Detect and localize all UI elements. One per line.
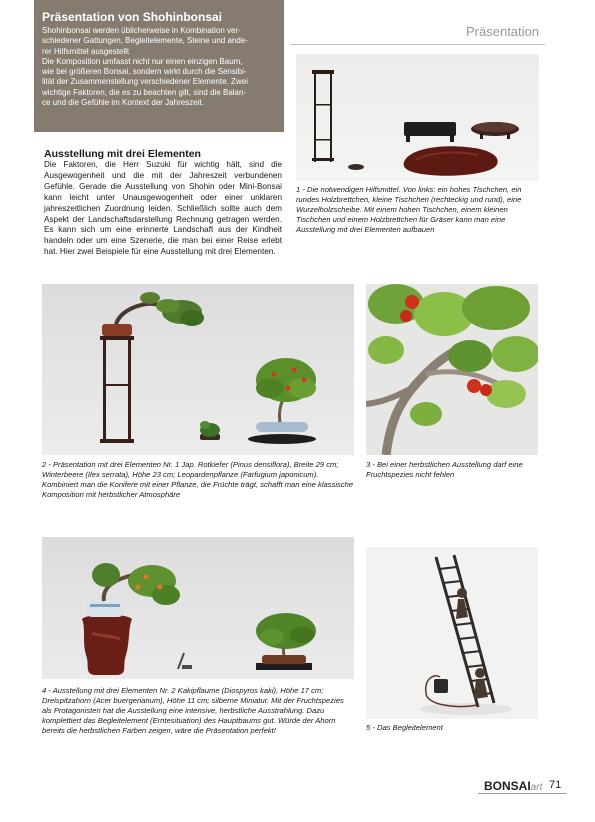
section-header: Präsentation	[466, 24, 539, 39]
caption-1: 1 - Die notwendigen Hilfsmittel. Von links: ein hohes Tischchen, ein rundes Holzbrettchen, kleine Tischchen (rechteckig und rund), eine Wurzelholzscheibe. Mit einem hohen Tischchen, einem kleinen Tischchen und einem Holzbrettchen für Gräser kann man eine Ausstellung mit drei Elementen aufbauen	[296, 185, 522, 235]
photo-composition-2	[42, 537, 354, 679]
photo-composition-1	[42, 284, 354, 455]
caption-2: 2 - Präsentation mit drei Elementen Nr. 1 Jap. Rotkiefer (Pinus densiflora), Breite 29 cm; Winterbeere (Ilex serrata), Höhe 23 cm; Leopardenpflanze (Farfugium japonicum). Kombiniert man die Konifere mit einer Pflanze, die Früchte trägt, schafft man eine klassische Komposition mit herbstlicher Atmosphäre	[42, 460, 354, 500]
caption-4: 4 - Ausstellung mit drei Elementen Nr. 2 Kakipflaume (Diospyros kaki), Höhe 17 cm; Dreispitzahorn (Acer buergerianum), Höhe 11 cm; silberne Miniatur. Mit der Fruchtspezies als Protagonisten hat die Ausstellung eine intensive, herbstliche Ausstrahlung. Dazu komplettiert das Begleitelement (Erntesituation) des Hauptbaums gut. Würde der Ahorn bereits die herbstlichen Farben zeigen, wäre die Präsentation perfekt!	[42, 686, 344, 736]
brand-suffix: art	[530, 782, 543, 793]
caption-5: 5 - Das Begleitelement	[366, 723, 443, 732]
footer-rule	[478, 793, 566, 794]
photo-fruit-closeup	[366, 284, 538, 455]
photo-display-tools	[296, 54, 539, 181]
header-rule	[290, 44, 545, 45]
photo-accessory	[366, 547, 538, 719]
intro-box	[34, 0, 284, 132]
page-number: 71	[549, 779, 562, 791]
magazine-logo	[484, 779, 542, 793]
intro-title: Präsentation von Shohinbonsai	[42, 10, 223, 24]
brand-name: BONSAI	[484, 779, 531, 793]
caption-3: 3 - Bei einer herbstlichen Ausstellung darf eine Fruchtspezies nicht fehlen	[366, 460, 523, 480]
article-body: Die Faktoren, die Herr Suzuki für wichtig hält, sind die Ausgewogenheit und die mit der Jahreszeit verbundenen Gefühle. Gerade die Ausstellung von Shohin oder Mini-Bonsai kann leicht unter Unausgewogenheit oder einer unklaren jahreszeitlichen Zuordnung leiden. Schließlich sollte auch dem Aspekt der Landschaftsdarstellung Rechnung getragen werden. Es kann sich um eine erinnerte Landschaft aus der Kindheit handeln oder um eine Szenerie, die man bei einer Reise erlebt hat. Hier zwei Beispiele für eine Ausstellung mit drei Elementen.	[44, 160, 282, 257]
intro-text: Shohinbonsai werden üblicherweise in Kombination ver- schiedener Gattungen, Begleitelemente, Steine und ande- rer Hilfsmittel ausgestellt Die Komposition umfasst nicht nur einen einzigen Baum, wie bei größeren Bonsai, sondern wirkt durch die Sensibi- lität der Zusammenstellung verschiedener Elemente. Zwei wichtige Faktoren, die es zu beachten gilt, sind die Balan- ce und die Gefühle im Kontext der Jahreszeit.	[42, 26, 248, 108]
article-heading: Ausstellung mit drei Elementen	[44, 148, 201, 160]
